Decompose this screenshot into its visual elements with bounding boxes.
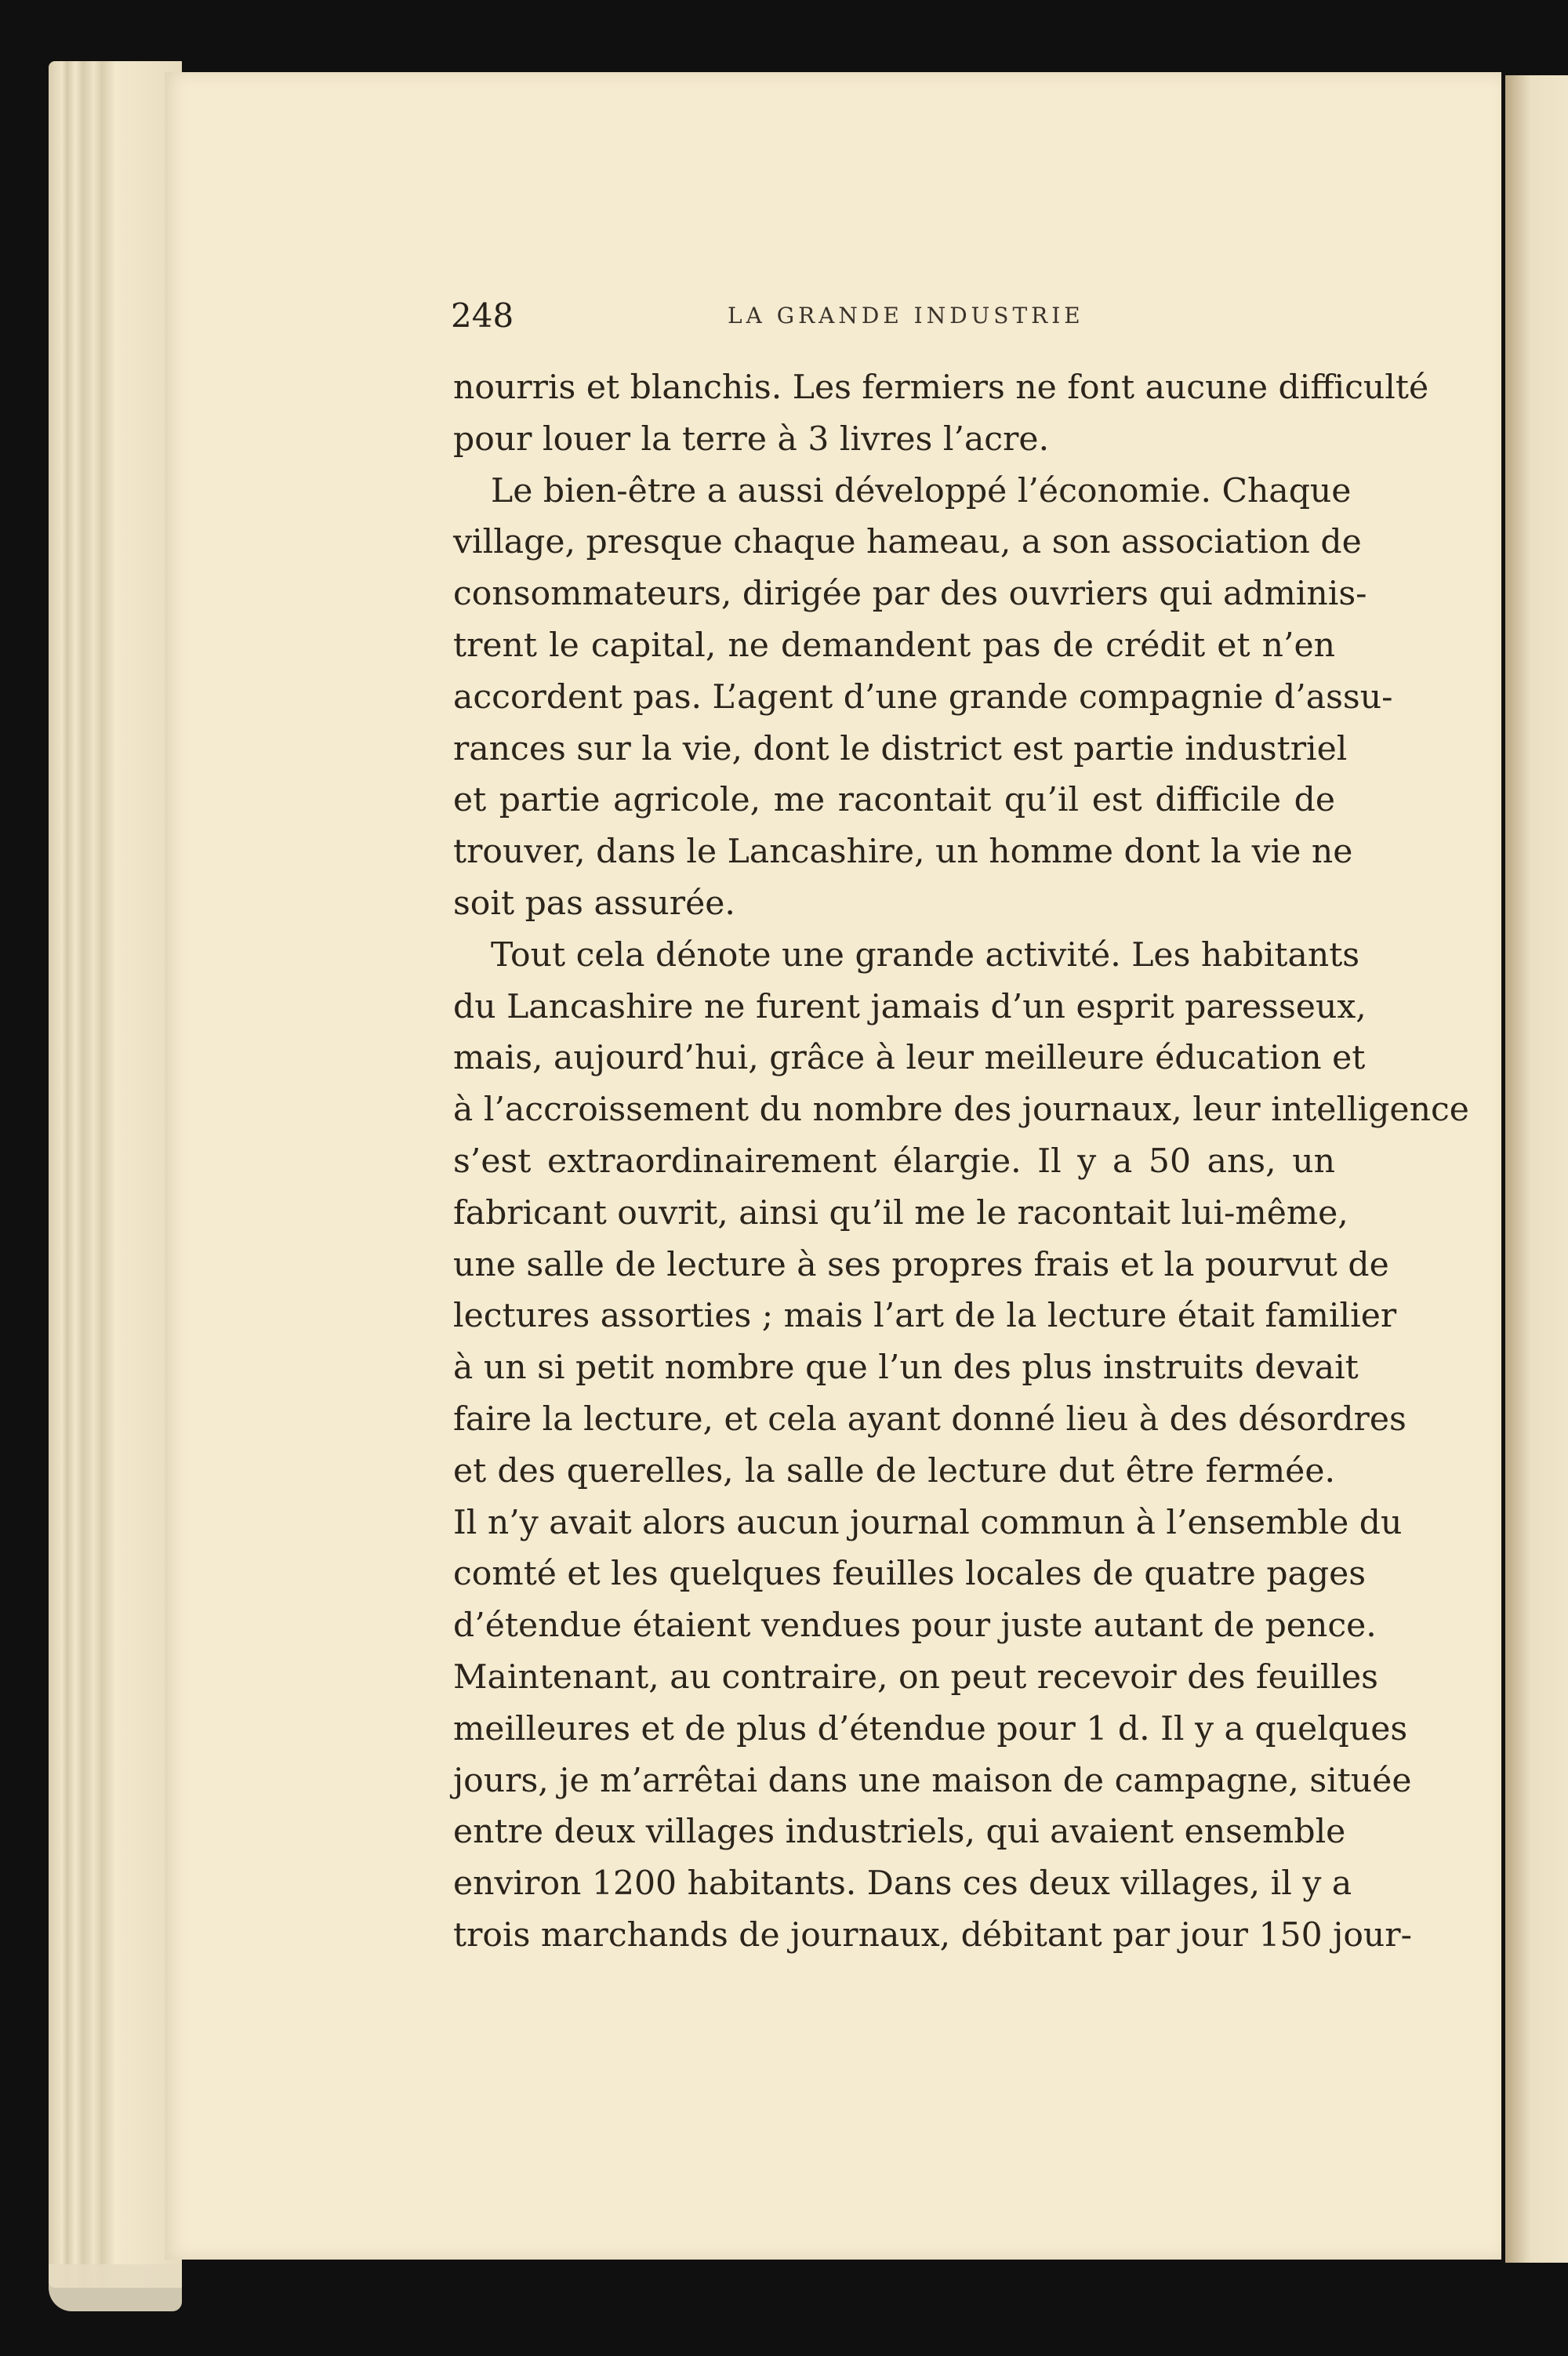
text-line: lectures assorties ; mais l’art de la lecture était familier [453,1297,1397,1336]
text-line: Il n’y avait alors aucun journal commun à l’ensemble du [453,1503,1403,1542]
text-line: s’est extraordinairement élargie. Il y a 50 ans, un [453,1142,1335,1181]
text-line: à l’accroissement du nombre des journaux, leur intelligence [453,1091,1469,1130]
text-line: accordent pas. L’agent d’une grande compagnie d’assu- [453,677,1393,717]
text-line: trouver, dans le Lancashire, un homme dont la vie ne [453,833,1353,872]
text-line: mais, aujourd’hui, grâce à leur meilleure éducation et [453,1039,1366,1078]
text-line: rances sur la vie, dont le district est partie industriel [453,729,1348,768]
text-line: et des querelles, la salle de lecture dut être fermée. [453,1451,1335,1490]
text-line: du Lancashire ne furent jamais d’un esprit paresseux, [453,987,1367,1026]
text-line: Maintenant, au contraire, on peut recevoir des feuilles [453,1657,1378,1697]
text-line: trent le capital, ne demandent pas de crédit et n’en [453,626,1335,665]
text-line: entre deux villages industriels, qui avaient ensemble [453,1813,1346,1852]
text-line: jours, je m’arrêtai dans une maison de campagne, située [453,1761,1412,1800]
body-text [453,362,1469,1962]
page-number: 248 [451,296,514,335]
text-line: consommateurs, dirigée par des ouvriers qui adminis- [453,575,1367,614]
text-line: Tout cela dénote une grande activité. Les habitants [491,935,1360,975]
text-line: comté et les quelques feuilles locales de quatre pages [453,1555,1367,1594]
text-line: village, presque chaque hameau, a son association de [453,523,1362,562]
page-edges [49,61,182,2288]
page-header [451,296,1337,343]
text-line: soit pas assurée. [453,884,735,923]
text-line: nourris et blanchis. Les fermiers ne font aucune difficulté [453,368,1429,407]
text-line: meilleures et de plus d’étendue pour 1 d. Il y a quelques [453,1709,1408,1748]
text-line: Le bien-être a aussi développé l’économie. Chaque [491,471,1352,510]
text-line: pour louer la terre à 3 livres l’acre. [453,419,1050,459]
facing-page-edge [1505,75,1568,2263]
text-line: environ 1200 habitants. Dans ces deux villages, il y a [453,1864,1352,1904]
text-line: trois marchands de journaux, débitant par jour 150 jour- [453,1915,1412,1955]
running-title: LA GRANDE INDUSTRIE [728,303,1084,329]
text-line: d’étendue étaient vendues pour juste autant de pence. [453,1606,1377,1646]
text-line: une salle de lecture à ses propres frais et la pourvut de [453,1245,1389,1284]
text-line: et partie agricole, me racontait qu’il est difficile de [453,781,1335,820]
text-line: à un si petit nombre que l’un des plus instruits devait [453,1349,1359,1388]
text-line: faire la lecture, et cela ayant donné lieu à des désordres [453,1399,1406,1439]
text-line: fabricant ouvrit, ainsi qu’il me le racontait lui-même, [453,1193,1348,1232]
